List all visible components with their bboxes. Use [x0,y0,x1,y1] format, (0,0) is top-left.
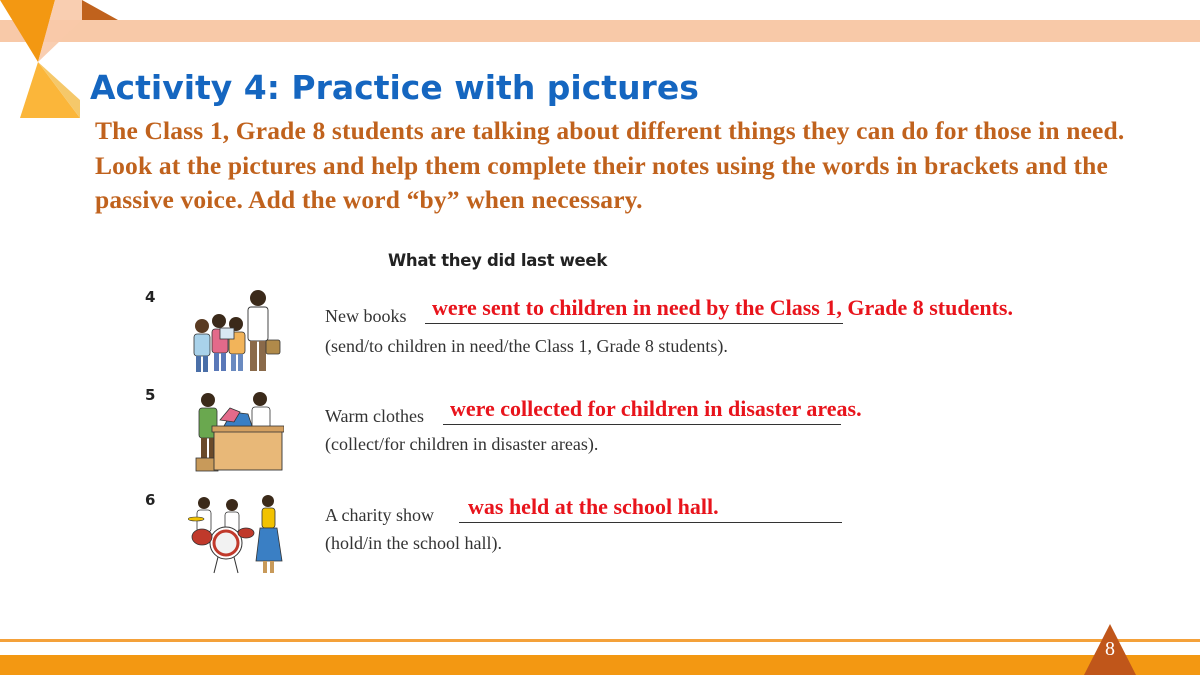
item-hint: (send/to children in need/the Class 1, Grade 8 students). [325,336,728,356]
footer-line [0,639,1200,642]
item-lead-text: New books [325,306,407,326]
item-answer: was held at the school hall. [468,494,719,519]
workbook-heading: What they did last week [388,251,608,270]
header-band [0,20,1200,42]
answer-line [443,424,841,425]
instructions-text: The Class 1, Grade 8 students are talking about different things they can do for those in need. Look at the pictures and help them complete their notes using the words in brackets and the passive voice. Add the word “by” when necessary. [95,116,1125,214]
footer-bar [0,655,1200,675]
students-giving-books-illustration [192,288,287,374]
item-lead-text: Warm clothes [325,406,425,426]
item-hint: (collect/for children in disaster areas). [325,434,599,454]
item-number: 6 [145,491,156,509]
answer-line [425,323,843,324]
item-lead-text: A charity show [325,505,434,525]
item-answer: were collected for children in disaster areas. [450,396,862,421]
students-collecting-clothes-illustration [194,390,284,473]
page-number: 8 [1105,638,1115,660]
item-hint: (hold/in the school hall). [325,533,502,553]
item-number: 5 [145,386,156,404]
activity-title: Activity 4: Practice with pictures [90,68,699,107]
item-number: 4 [145,288,156,306]
charity-show-illustration [188,493,286,577]
answer-line [459,522,842,523]
item-answer: were sent to children in need by the Class 1, Grade 8 students. [432,295,1013,320]
